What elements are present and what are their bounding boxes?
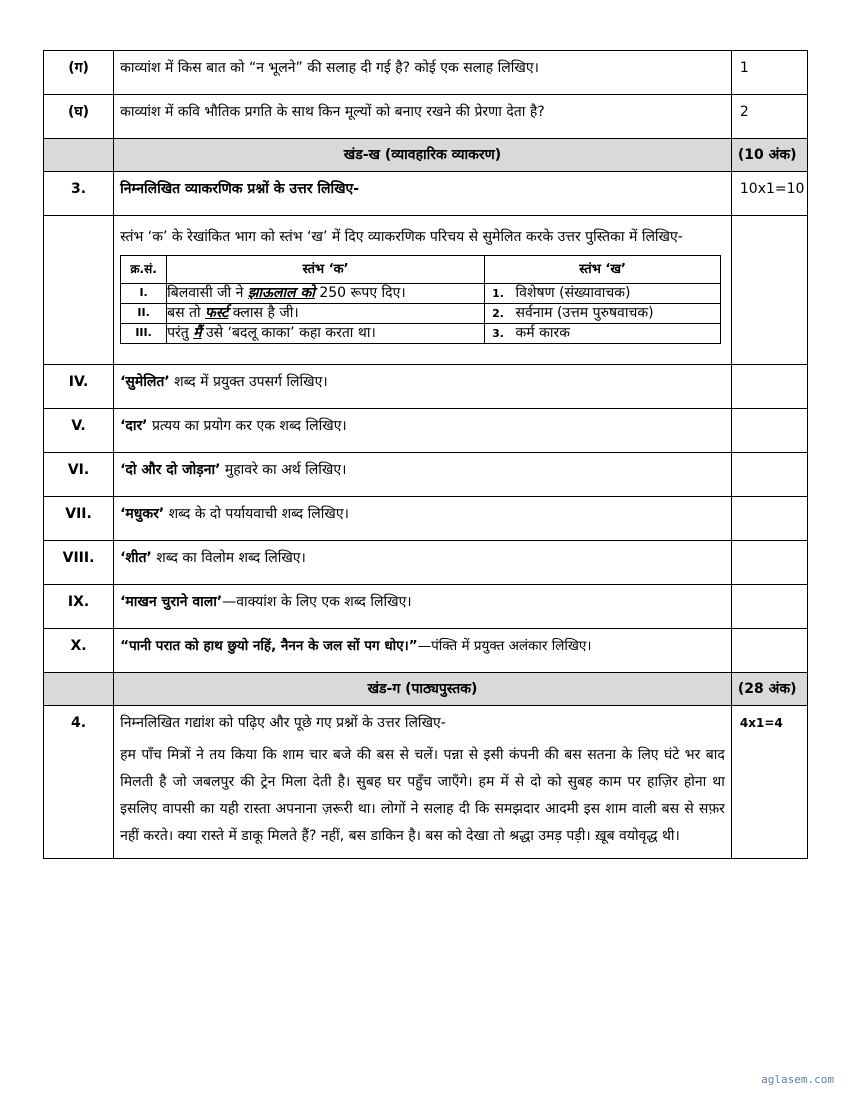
underlined-word: फर्स्ट [205,305,229,321]
question-term: ‘दार’ [120,418,148,434]
question-row-gha [44,95,808,139]
sentence-part: 250 रूपए दिए। [314,285,406,301]
sentence-part: उसे ‘बदलू काका’ कहा करता था। [201,325,376,341]
section-blank-cell [44,139,114,172]
section-title: खंड-ग (पाठ्यपुस्तक) [114,673,732,706]
question-number: IX. [44,585,114,629]
question-number: (घ) [44,95,114,139]
question-rest: शब्द का विलोम शब्द लिखिए। [151,550,306,566]
blank-cell [44,216,114,365]
column-b-number: 1. [492,287,504,300]
column-a-cell [167,284,485,304]
section-marks: (28 अंक) [731,673,807,706]
column-b-cell [485,324,721,344]
question-text [114,365,732,409]
sub-question-row [44,409,808,453]
question-number: VI. [44,453,114,497]
blank-cell [731,216,807,365]
sentence-part: परंतु [167,325,194,341]
sentence-part: बस तो [167,305,206,321]
blank-cell [731,365,807,409]
blank-cell [731,585,807,629]
question-text [114,629,732,673]
question-marks: 10x1=10 [731,172,807,216]
question-row-3 [44,172,808,216]
question-term: “पानी परात को हाथ छुयो नहिं, नैनन के जल सों पग धोए।” [120,638,418,654]
prose-passage: हम पाँच मित्रों ने तय किया कि शाम चार बजे की बस से चलें। पन्ना से इसी कंपनी की बस सतना के लिए घंटे भर बाद मिलती है जो जबलपुर की ट्रेन मिला देती है। सुबह घर पहुँच जाएँगे। हम में से दो को सुबह काम पर हाज़िर होना था इसलिए वापसी का यही रास्ता अपनाना ज़रूरी था। लोगों ने सलाह दी कि समझदार आदमी इस शाम वाली बस से सफ़र नहीं करते। क्या रास्ते में डाकू मिलते हैं? नहीं, बस डाकिन है। बस को देखा तो श्रद्धा उमड़ पड़ी। ख़ूब वयोवृद्ध थी। [120,747,725,844]
matching-row [121,324,721,344]
column-a-cell [167,324,485,344]
column-b-text: सर्वनाम (उत्तम पुरुषवाचक) [515,305,654,321]
sub-question-row [44,365,808,409]
question-row-4 [44,706,808,859]
section-b-header [44,139,808,172]
section-marks: (10 अंक) [731,139,807,172]
question-number: 4. [44,706,114,859]
sub-question-row [44,585,808,629]
matching-row [121,304,721,324]
blank-cell [731,409,807,453]
column-b-cell [485,284,721,304]
question-rest: शब्द में प्रयुक्त उपसर्ग लिखिए। [169,374,328,390]
question-number: 3. [44,172,114,216]
section-title: खंड-ख (व्यावहारिक व्याकरण) [114,139,732,172]
question-text: काव्यांश में कवि भौतिक प्रगति के साथ किन मूल्यों को बनाए रखने की प्रेरणा देता है? [114,95,732,139]
matching-sn: I. [121,284,167,304]
sub-question-row [44,541,808,585]
blank-cell [731,497,807,541]
question-text [114,497,732,541]
question-number: (ग) [44,51,114,95]
question-marks: 1 [731,51,807,95]
column-b-number: 2. [492,307,504,320]
question-text [114,585,732,629]
question-term: ‘दो और दो जोड़ना’ [120,462,221,478]
matching-table [120,255,721,344]
matching-question-cell [114,216,732,365]
question-number: X. [44,629,114,673]
source-watermark: aglasem.com [761,1073,834,1086]
question-term: ‘माखन चुराने वाला’ [120,594,223,610]
sub-question-row [44,629,808,673]
section-blank-cell [44,673,114,706]
question-text [114,409,732,453]
question-row-ga [44,51,808,95]
column-b-number: 3. [492,327,504,340]
matching-instruction: स्तंभ ‘क’ के रेखांकित भाग को स्तंभ ‘ख’ में दिए व्याकरणिक परिचय से सुमेलित करके उत्तर पुस्तिका में लिखिए- [120,229,683,245]
question-rest: —वाक्यांश के लिए एक शब्द लिखिए। [222,594,412,610]
matching-sn: III. [121,324,167,344]
blank-cell [731,453,807,497]
question-term: ‘शीत’ [120,550,152,566]
question-text: निम्नलिखित व्याकरणिक प्रश्नों के उत्तर लिखिए- [114,172,732,216]
section-c-header [44,673,808,706]
question-rest: मुहावरे का अर्थ लिखिए। [220,462,347,478]
question-rest: प्रत्यय का प्रयोग कर एक शब्द लिखिए। [147,418,347,434]
question-text [114,453,732,497]
matching-question-row [44,216,808,365]
question-number: V. [44,409,114,453]
sentence-part: बिलवासी जी ने [167,285,248,301]
question-text: काव्यांश में किस बात को “न भूलने” की सलाह दी गई है? कोई एक सलाह लिखिए। [114,51,732,95]
question-term: ‘मधुकर’ [120,506,165,522]
underlined-word: मैं [193,325,202,341]
question-number: VIII. [44,541,114,585]
sub-question-row [44,497,808,541]
matching-header-row [121,256,721,284]
underlined-word: झाऊलाल को [247,285,315,301]
matching-row [121,284,721,304]
question-term: ‘सुमेलित’ [120,374,170,390]
column-b-text: विशेषण (संख्यावाचक) [515,285,631,301]
question-paper-table [43,50,808,859]
sub-question-row [44,453,808,497]
sentence-part: क्लास है जी। [228,305,299,321]
question-marks: 4x1=4 [731,706,807,859]
question-rest: —पंक्ति में प्रयुक्त अलंकार लिखिए। [417,638,592,654]
question-4-title: निम्नलिखित गद्यांश को पढ़िए और पूछे गए प्रश्नों के उत्तर लिखिए- [120,715,446,731]
column-b-text: कर्म कारक [515,325,570,341]
blank-cell [731,629,807,673]
question-rest: शब्द के दो पर्यायवाची शब्द लिखिए। [164,506,349,522]
matching-sn: II. [121,304,167,324]
question-number: IV. [44,365,114,409]
sn-header: क्र.सं. [121,256,167,284]
column-b-cell [485,304,721,324]
question-number: VII. [44,497,114,541]
blank-cell [731,541,807,585]
question-text [114,541,732,585]
column-a-header: स्तंभ ‘क’ [167,256,485,284]
column-a-cell [167,304,485,324]
column-b-header: स्तंभ ‘ख’ [485,256,721,284]
question-text [114,706,732,859]
question-marks: 2 [731,95,807,139]
